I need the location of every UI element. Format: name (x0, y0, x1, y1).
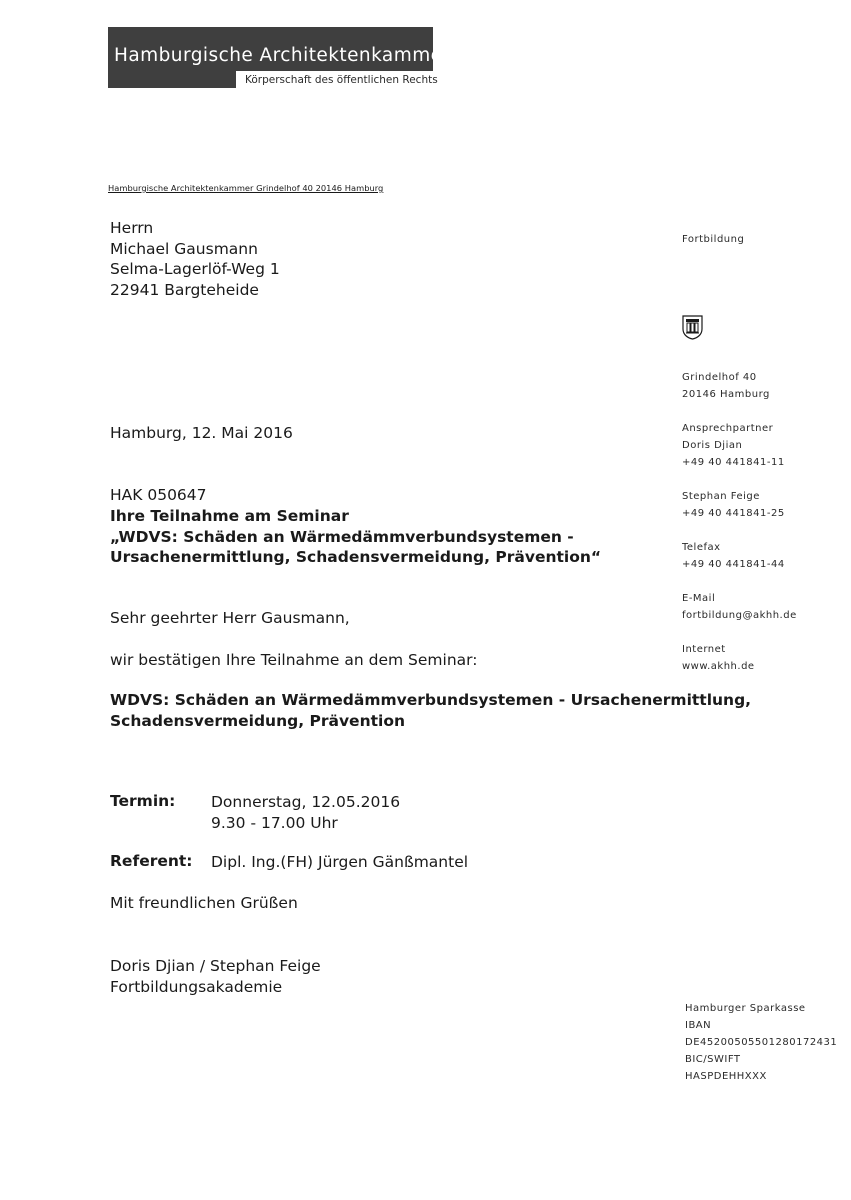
letterhead-title: Hamburgische Architektenkammer (114, 45, 451, 66)
referent-label: Referent: (110, 852, 193, 870)
sidebar-iban: DE45200505501280172431 (685, 1037, 838, 1048)
seminar-title (110, 690, 751, 732)
sidebar-contact-1-phone: +49 40 441841-11 (682, 457, 785, 468)
sidebar-bank-name: Hamburger Sparkasse (685, 1003, 806, 1014)
hamburg-crest-icon (682, 315, 703, 340)
sidebar-internet-url: www.akhh.de (682, 661, 755, 672)
sidebar-email-address: fortbildung@akhh.de (682, 610, 797, 621)
closing-greeting: Mit freundlichen Grüßen (110, 894, 298, 912)
sidebar-street: Grindelhof 40 (682, 372, 757, 383)
recipient-city: 22941 Bargteheide (110, 281, 259, 300)
recipient-street: Selma-Lagerlöf-Weg 1 (110, 260, 280, 279)
sidebar-contact-2-name: Stephan Feige (682, 491, 760, 502)
letterhead-subtitle-strip (236, 71, 438, 88)
return-address: Hamburgische Architektenkammer Grindelhof 40 20146 Hamburg (108, 183, 384, 193)
sidebar-address (682, 369, 770, 403)
sidebar-contact-label: Ansprechpartner (682, 423, 774, 434)
date-line: Hamburg, 12. Mai 2016 (110, 424, 293, 442)
sidebar-department: Fortbildung (682, 234, 745, 245)
sidebar-bank (685, 1000, 845, 1085)
subject-line-2: „WDVS: Schäden an Wärmedämmverbundsystemen - (110, 527, 574, 546)
subject-line-3: Ursachenermittlung, Schadensvermeidung, Prävention“ (110, 548, 602, 567)
sidebar-city: 20146 Hamburg (682, 389, 770, 400)
sidebar-fax-number: +49 40 441841-44 (682, 559, 785, 570)
termin-label: Termin: (110, 792, 176, 810)
subject-block (110, 485, 601, 568)
signer-department: Fortbildungsakademie (110, 977, 283, 996)
seminar-title-line-1: WDVS: Schäden an Wärmedämmverbundsystemen - Ursachenermittlung, (110, 691, 752, 709)
sidebar-email (682, 590, 797, 624)
signer-names: Doris Djian / Stephan Feige (110, 957, 321, 975)
letter-salutation: Sehr geehrter Herr Gausmann, (110, 609, 350, 627)
subject-reference: HAK 050647 (110, 486, 207, 504)
sidebar-internet-label: Internet (682, 644, 726, 655)
sidebar-bic: HASPDEHHXXX (685, 1071, 767, 1082)
sidebar-bic-label: BIC/SWIFT (685, 1054, 741, 1065)
sidebar-fax-label: Telefax (682, 542, 721, 553)
letterhead-subtitle: Körperschaft des öffentlichen Rechts (245, 74, 438, 86)
termin-date: Donnerstag, 12.05.2016 (211, 793, 401, 811)
sidebar-fax (682, 539, 785, 573)
referent-name: Dipl. Ing.(FH) Jürgen Gänßmantel (211, 853, 469, 871)
letterhead-logo (108, 27, 451, 88)
sidebar-iban-label: IBAN (685, 1020, 712, 1031)
sidebar-email-label: E-Mail (682, 593, 716, 604)
seminar-title-line-2: Schadensvermeidung, Prävention (110, 711, 406, 730)
sidebar-contact-2-phone: +49 40 441841-25 (682, 508, 785, 519)
subject-line-1: Ihre Teilnahme am Seminar (110, 506, 349, 525)
sidebar-contact-2 (682, 488, 785, 522)
recipient-salutation: Herrn (110, 219, 154, 237)
termin-value (211, 792, 400, 834)
sidebar-contact-1-name: Doris Djian (682, 440, 743, 451)
recipient-address (110, 218, 280, 301)
sidebar-internet (682, 641, 755, 675)
sidebar-contact-1 (682, 420, 785, 471)
termin-time: 9.30 - 17.00 Uhr (211, 813, 338, 832)
confirmation-text: wir bestätigen Ihre Teilnahme an dem Seminar: (110, 651, 478, 669)
signature-block (110, 956, 321, 998)
recipient-name: Michael Gausmann (110, 239, 258, 258)
